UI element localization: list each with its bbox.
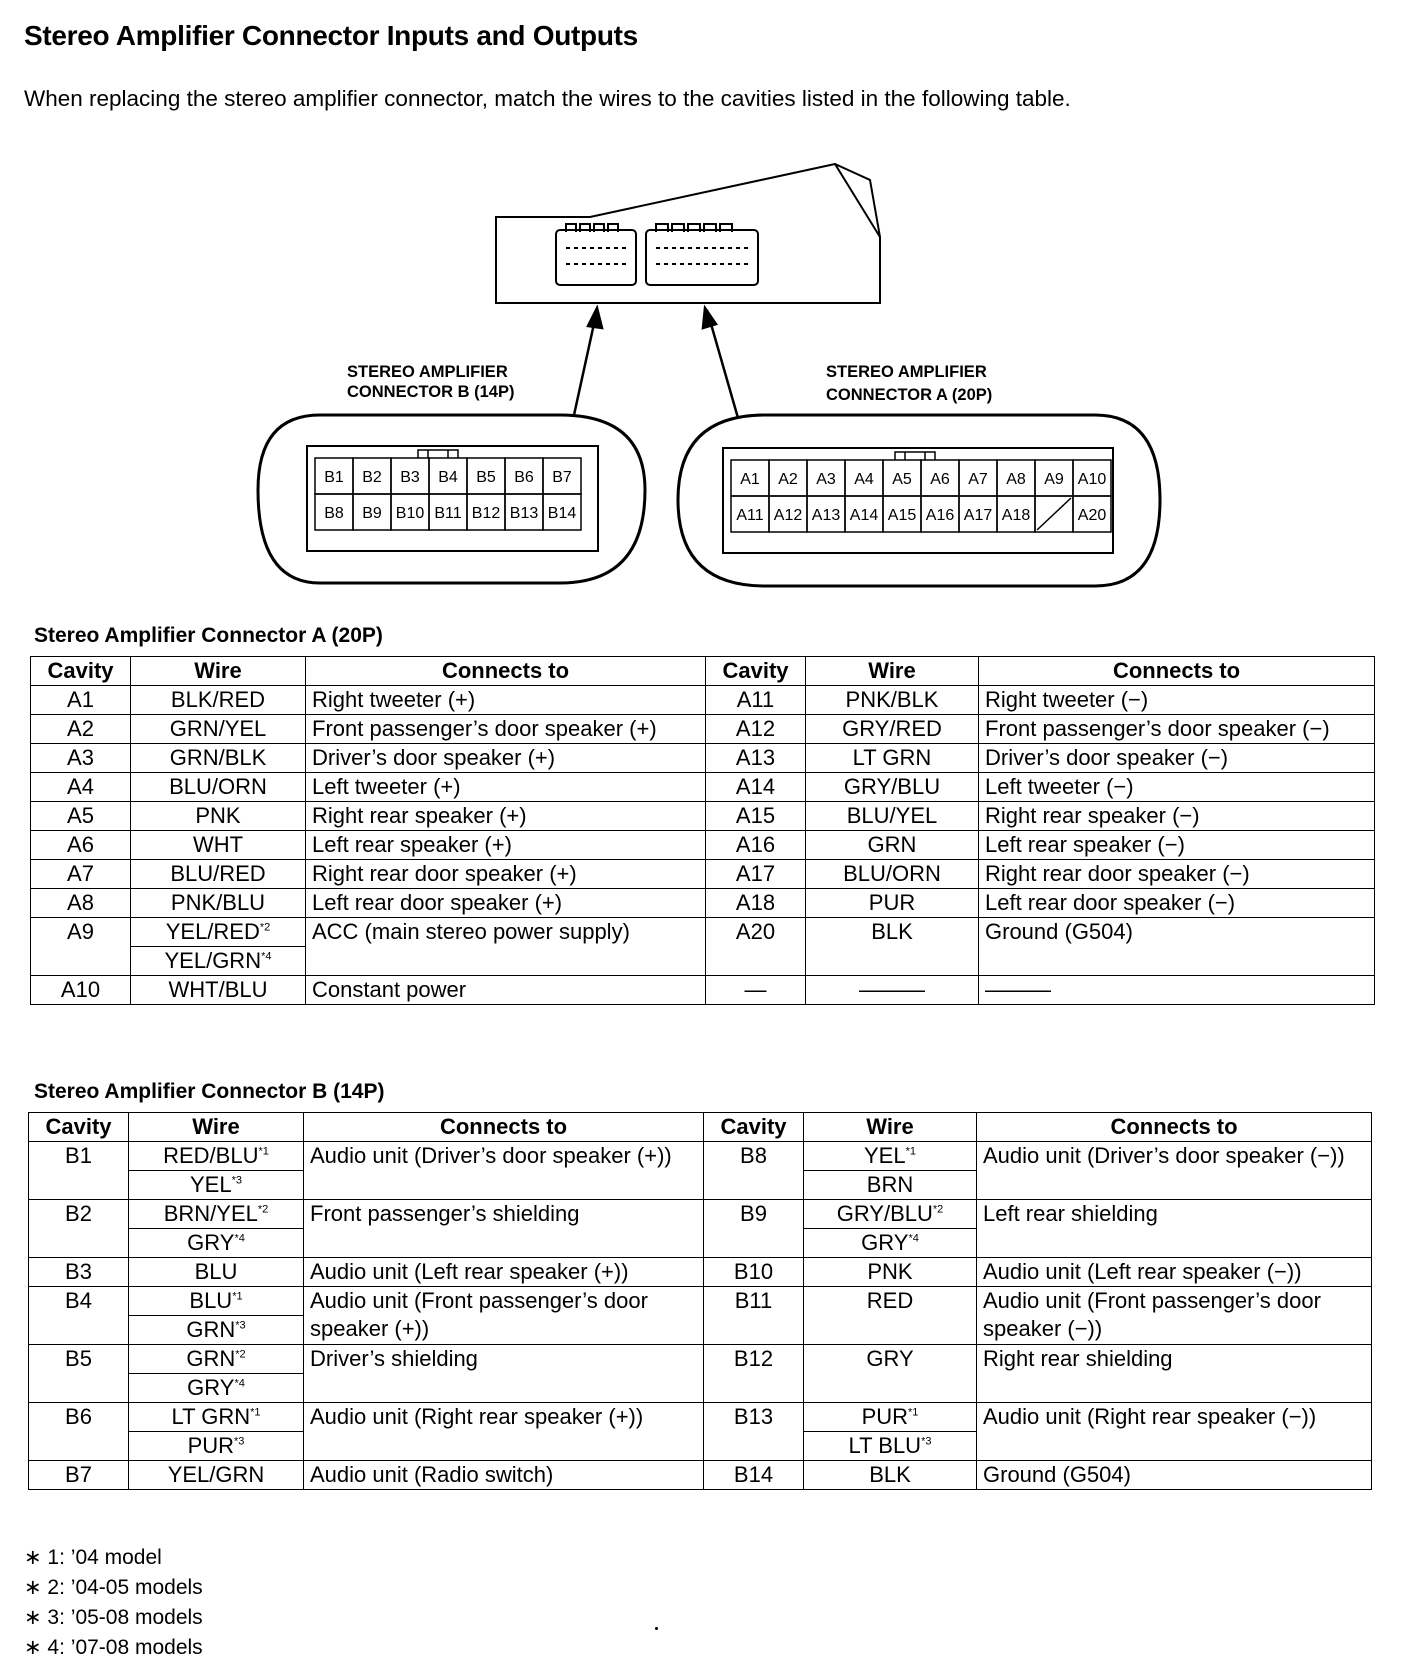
connects-to-cell: Constant power [306, 976, 706, 1005]
wire-cell [804, 1432, 977, 1461]
cavity-cell: A16 [706, 831, 806, 860]
page-title: Stereo Amplifier Connector Inputs and Outputs [24, 20, 638, 51]
amplifier-unit [496, 164, 880, 303]
cavity-cell: A20 [706, 918, 806, 976]
connector-a-cavity-label: A9 [1044, 471, 1064, 488]
wire-cell [131, 947, 306, 976]
wire-cell [129, 1316, 304, 1345]
footnote-ref: *3 [234, 1435, 245, 1448]
table-row [31, 831, 1375, 860]
wire-cell [129, 1171, 304, 1200]
connector-diagram [0, 140, 1408, 590]
connector-a-cavity-label: A15 [887, 507, 917, 524]
connector-b-cavity-label: B4 [438, 469, 458, 486]
wire-color: GRY/BLU [836, 1201, 933, 1226]
connects-to-cell: Right rear door speaker (−) [979, 860, 1375, 889]
footnote-ref: *1 [232, 1290, 243, 1303]
footnote-ref: *4 [234, 1232, 245, 1245]
wire-color: GRN [186, 1317, 236, 1342]
wire-cell [804, 1403, 977, 1432]
wire-color: GRY [187, 1230, 235, 1255]
cavity-cell: B13 [704, 1403, 804, 1461]
table-row [31, 686, 1375, 715]
wire-cell [804, 1200, 977, 1229]
cavity-cell: B3 [29, 1258, 129, 1287]
connects-to-cell: Audio unit (Right rear speaker (+)) [304, 1403, 704, 1461]
connector-b-cavity-label: B13 [509, 505, 539, 522]
connector-b-table [28, 1112, 1372, 1490]
wire-cell: LT GRN [806, 744, 979, 773]
wire-cell: BLU/YEL [806, 802, 979, 831]
cavity-cell: A8 [31, 889, 131, 918]
connector-b-cavity-label: B3 [400, 469, 420, 486]
wire-cell: BLU [129, 1258, 304, 1287]
connector-b-label-line2: CONNECTOR B (14P) [347, 383, 515, 401]
footnote-ref: *1 [905, 1145, 916, 1158]
table-row [31, 860, 1375, 889]
wire-cell: YEL/GRN [129, 1461, 304, 1490]
connector-b-outline [258, 415, 645, 583]
footnote: ∗ 2: ’04-05 models [24, 1576, 203, 1599]
wire-cell [804, 1142, 977, 1171]
col-header-cavity: Cavity [704, 1113, 804, 1142]
cavity-cell: B4 [29, 1287, 129, 1345]
connector-a-cavity-label: A1 [740, 471, 760, 488]
connector-b-cavity-label: B9 [362, 505, 382, 522]
connects-to-cell: Right rear shielding [977, 1345, 1372, 1403]
wire-color: LT GRN [171, 1404, 251, 1429]
wire-color: YEL [864, 1143, 906, 1168]
wire-color: PUR [861, 1404, 909, 1429]
col-header-cavity: Cavity [31, 657, 131, 686]
wire-cell: RED [804, 1287, 977, 1345]
table-row [29, 1142, 1372, 1171]
wire-cell: BLK [804, 1461, 977, 1490]
cavity-cell: A10 [31, 976, 131, 1005]
table-row [31, 773, 1375, 802]
table-row [31, 744, 1375, 773]
wire-cell: PNK [131, 802, 306, 831]
footnote-ref: *3 [235, 1319, 246, 1332]
cavity-cell: B8 [704, 1142, 804, 1200]
cavity-cell: A11 [706, 686, 806, 715]
connector-b-cavities [315, 458, 581, 530]
footnote: ∗ 1: ’04 model [24, 1546, 162, 1569]
stray-dot [655, 1627, 658, 1630]
wire-cell: PNK [804, 1258, 977, 1287]
wire-cell: PUR [806, 889, 979, 918]
connector-a-cavity-label: A11 [736, 507, 764, 524]
wire-cell [129, 1345, 304, 1374]
connector-lock-tab [895, 452, 935, 460]
wire-color: GRY [861, 1230, 909, 1255]
connector-a-cavities [731, 460, 1111, 532]
table-row [29, 1461, 1372, 1490]
col-header-wire: Wire [806, 657, 979, 686]
connector-a-cavity-label: A5 [892, 471, 912, 488]
connector-a-cavity-label: A4 [854, 471, 874, 488]
connects-to-cell: Audio unit (Front passenger’s door speaker (+)) [304, 1287, 704, 1345]
connector-b-cavity-label: B11 [434, 505, 462, 522]
connector-b-cavity-label: B1 [324, 469, 344, 486]
wire-cell: PNK/BLK [806, 686, 979, 715]
connector-b-cavity-label: B10 [395, 505, 425, 522]
connector-a-cavity-label: A14 [849, 507, 879, 524]
cavity-cell: B7 [29, 1461, 129, 1490]
footnote: ∗ 4: ’07-08 models [24, 1636, 203, 1659]
connector-a-cavity-label: A10 [1077, 471, 1107, 488]
connects-to-cell: Audio unit (Driver’s door speaker (+)) [304, 1142, 704, 1200]
table-row [29, 1403, 1372, 1432]
connects-to-cell: Front passenger’s shielding [304, 1200, 704, 1258]
connector-a-cavity-label: A16 [925, 507, 955, 524]
connector-a-cavity-label: A2 [778, 471, 798, 488]
table-row [31, 889, 1375, 918]
wire-cell: BLK [806, 918, 979, 976]
cavity-cell: B14 [704, 1461, 804, 1490]
connector-a-cavity-label: A3 [816, 471, 836, 488]
table-row [31, 976, 1375, 1005]
col-header-cavity: Cavity [29, 1113, 129, 1142]
cavity-cell: A12 [706, 715, 806, 744]
wire-cell: ——— [806, 976, 979, 1005]
wire-color: GRY [187, 1375, 235, 1400]
connector-b-cavity-label: B2 [362, 469, 382, 486]
cavity-cell: B6 [29, 1403, 129, 1461]
footnote-ref: *2 [235, 1348, 246, 1361]
connects-to-cell: Audio unit (Radio switch) [304, 1461, 704, 1490]
connects-to-cell: Left rear door speaker (+) [306, 889, 706, 918]
connector-b-cavity-label: B5 [476, 469, 496, 486]
wire-cell [804, 1171, 977, 1200]
footnote-ref: *4 [261, 950, 272, 963]
connects-to-cell: Right tweeter (−) [979, 686, 1375, 715]
connector-a-cavity-label: A6 [930, 471, 950, 488]
connects-to-cell: Right rear speaker (−) [979, 802, 1375, 831]
wire-cell [131, 918, 306, 947]
wire-cell [129, 1432, 304, 1461]
wire-cell: WHT/BLU [131, 976, 306, 1005]
connector-b-cavity-label: B7 [552, 469, 572, 486]
footnote-ref: *3 [921, 1435, 932, 1448]
connector-a-outline [678, 415, 1160, 586]
connector-a-cavity-label: A17 [963, 507, 993, 524]
wire-cell: GRY/RED [806, 715, 979, 744]
wire-cell: BLU/ORN [131, 773, 306, 802]
table-row [31, 715, 1375, 744]
connector-a-cavity-label: A13 [811, 507, 841, 524]
wire-color: RED/BLU [163, 1143, 259, 1168]
cavity-cell: A4 [31, 773, 131, 802]
wire-cell: GRY [804, 1345, 977, 1403]
wire-color: GRN [186, 1346, 236, 1371]
connects-to-cell: Left rear speaker (+) [306, 831, 706, 860]
wire-color: BRN/YEL [163, 1201, 258, 1226]
cavity-cell: A3 [31, 744, 131, 773]
wire-color: YEL/RED [165, 919, 260, 944]
wire-cell: GRY/BLU [806, 773, 979, 802]
connects-to-cell: Left rear door speaker (−) [979, 889, 1375, 918]
wire-cell: BLU/ORN [806, 860, 979, 889]
cavity-cell: B12 [704, 1345, 804, 1403]
footnote-ref: *1 [258, 1145, 269, 1158]
connects-to-cell: Audio unit (Right rear speaker (−)) [977, 1403, 1372, 1461]
table-row [29, 1345, 1372, 1374]
cavity-cell: B10 [704, 1258, 804, 1287]
cavity-cell: — [706, 976, 806, 1005]
cavity-cell: A7 [31, 860, 131, 889]
col-header-connects: Connects to [979, 657, 1375, 686]
connects-to-cell: Left tweeter (+) [306, 773, 706, 802]
connector-a-cavity-label: A20 [1077, 507, 1107, 524]
connects-to-cell: Driver’s door speaker (+) [306, 744, 706, 773]
connector-b-cavity-label: B8 [324, 505, 344, 522]
cavity-cell: A5 [31, 802, 131, 831]
wire-cell [129, 1200, 304, 1229]
table-a-title: Stereo Amplifier Connector A (20P) [34, 624, 383, 647]
wire-cell [129, 1374, 304, 1403]
footnotes [24, 1543, 203, 1663]
connects-to-cell: Left rear speaker (−) [979, 831, 1375, 860]
footnote-ref: *2 [259, 921, 271, 934]
table-row [29, 1258, 1372, 1287]
connects-to-cell: Driver’s door speaker (−) [979, 744, 1375, 773]
table-b-title: Stereo Amplifier Connector B (14P) [34, 1080, 385, 1103]
connector-a-cavity-label: A18 [1001, 507, 1031, 524]
cavity-cell: A18 [706, 889, 806, 918]
connector-b-cavity-label: B14 [547, 505, 577, 522]
table-row [31, 918, 1375, 947]
wire-cell: BLK/RED [131, 686, 306, 715]
footnote-ref: *3 [231, 1174, 242, 1187]
connects-to-cell: ACC (main stereo power supply) [306, 918, 706, 976]
wire-color: YEL/GRN [164, 948, 262, 973]
wire-cell [129, 1229, 304, 1258]
cavity-cell: A1 [31, 686, 131, 715]
connector-b-cavity-label: B6 [514, 469, 534, 486]
cavity-cell: B1 [29, 1142, 129, 1200]
cavity-cell: B9 [704, 1200, 804, 1258]
footnote-ref: *2 [257, 1203, 269, 1216]
connects-to-cell: Front passenger’s door speaker (+) [306, 715, 706, 744]
wire-cell: GRN [806, 831, 979, 860]
col-header-cavity: Cavity [706, 657, 806, 686]
table-row [31, 802, 1375, 831]
connector-b-label-line1: STEREO AMPLIFIER [347, 363, 508, 381]
connects-to-cell: ——— [979, 976, 1375, 1005]
wire-cell [129, 1403, 304, 1432]
cavity-cell: B11 [704, 1287, 804, 1345]
footnote: ∗ 3: ’05-08 models [24, 1606, 203, 1629]
connector-a-label-line2: CONNECTOR A (20P) [826, 386, 993, 404]
connects-to-cell: Left tweeter (−) [979, 773, 1375, 802]
table-row [29, 1200, 1372, 1229]
connects-to-cell: Ground (G504) [977, 1461, 1372, 1490]
table-row [29, 1287, 1372, 1316]
wire-color: BLU [189, 1288, 233, 1313]
connector-b-face [307, 446, 598, 551]
connector-a-unused-cavity-mark [1037, 498, 1071, 530]
footnote-ref: *1 [250, 1406, 261, 1419]
wire-cell: GRN/BLK [131, 744, 306, 773]
cavity-cell: B2 [29, 1200, 129, 1258]
footnote-ref: *1 [908, 1406, 919, 1419]
wire-cell: GRN/YEL [131, 715, 306, 744]
cavity-cell: B5 [29, 1345, 129, 1403]
connects-to-cell: Audio unit (Driver’s door speaker (−)) [977, 1142, 1372, 1200]
wire-color: LT BLU [848, 1433, 922, 1458]
footnote-ref: *4 [234, 1377, 245, 1390]
connector-lock-tab [418, 450, 458, 458]
connects-to-cell: Front passenger’s door speaker (−) [979, 715, 1375, 744]
cavity-cell: A9 [31, 918, 131, 976]
connector-a-cavity-label: A7 [968, 471, 988, 488]
wire-color: BRN [866, 1172, 914, 1197]
col-header-wire: Wire [129, 1113, 304, 1142]
connects-to-cell: Left rear shielding [977, 1200, 1372, 1258]
wire-cell: BLU/RED [131, 860, 306, 889]
cavity-cell: A6 [31, 831, 131, 860]
wire-cell [129, 1142, 304, 1171]
cavity-cell: A17 [706, 860, 806, 889]
wire-color: PUR [187, 1433, 235, 1458]
connects-to-cell: Right rear speaker (+) [306, 802, 706, 831]
wire-color: YEL [190, 1172, 232, 1197]
cavity-cell: A2 [31, 715, 131, 744]
connector-a-label-line1: STEREO AMPLIFIER [826, 363, 987, 381]
wire-cell [129, 1287, 304, 1316]
connects-to-cell: Audio unit (Left rear speaker (+)) [304, 1258, 704, 1287]
intro-text: When replacing the stereo amplifier connector, match the wires to the cavities listed in the following table. [24, 86, 1071, 111]
connector-a-cavity-label: A8 [1006, 471, 1026, 488]
col-header-connects: Connects to [977, 1113, 1372, 1142]
connects-to-cell: Driver’s shielding [304, 1345, 704, 1403]
connector-a-table [30, 656, 1375, 1005]
col-header-wire: Wire [131, 657, 306, 686]
connects-to-cell: Audio unit (Left rear speaker (−)) [977, 1258, 1372, 1287]
cavity-cell: A15 [706, 802, 806, 831]
col-header-connects: Connects to [304, 1113, 704, 1142]
wire-cell: WHT [131, 831, 306, 860]
connector-b-cavity-label: B12 [471, 505, 501, 522]
cavity-cell: A13 [706, 744, 806, 773]
footnote-ref: *4 [908, 1232, 919, 1245]
connects-to-cell: Audio unit (Front passenger’s door speaker (−)) [977, 1287, 1372, 1345]
footnote-ref: *2 [932, 1203, 944, 1216]
col-header-wire: Wire [804, 1113, 977, 1142]
wire-cell: PNK/BLU [131, 889, 306, 918]
connects-to-cell: Ground (G504) [979, 918, 1375, 976]
cavity-cell: A14 [706, 773, 806, 802]
connector-a-cavity-label: A12 [773, 507, 803, 524]
col-header-connects: Connects to [306, 657, 706, 686]
wire-cell [804, 1229, 977, 1258]
connects-to-cell: Right tweeter (+) [306, 686, 706, 715]
connector-a-face [723, 448, 1113, 553]
connects-to-cell: Right rear door speaker (+) [306, 860, 706, 889]
